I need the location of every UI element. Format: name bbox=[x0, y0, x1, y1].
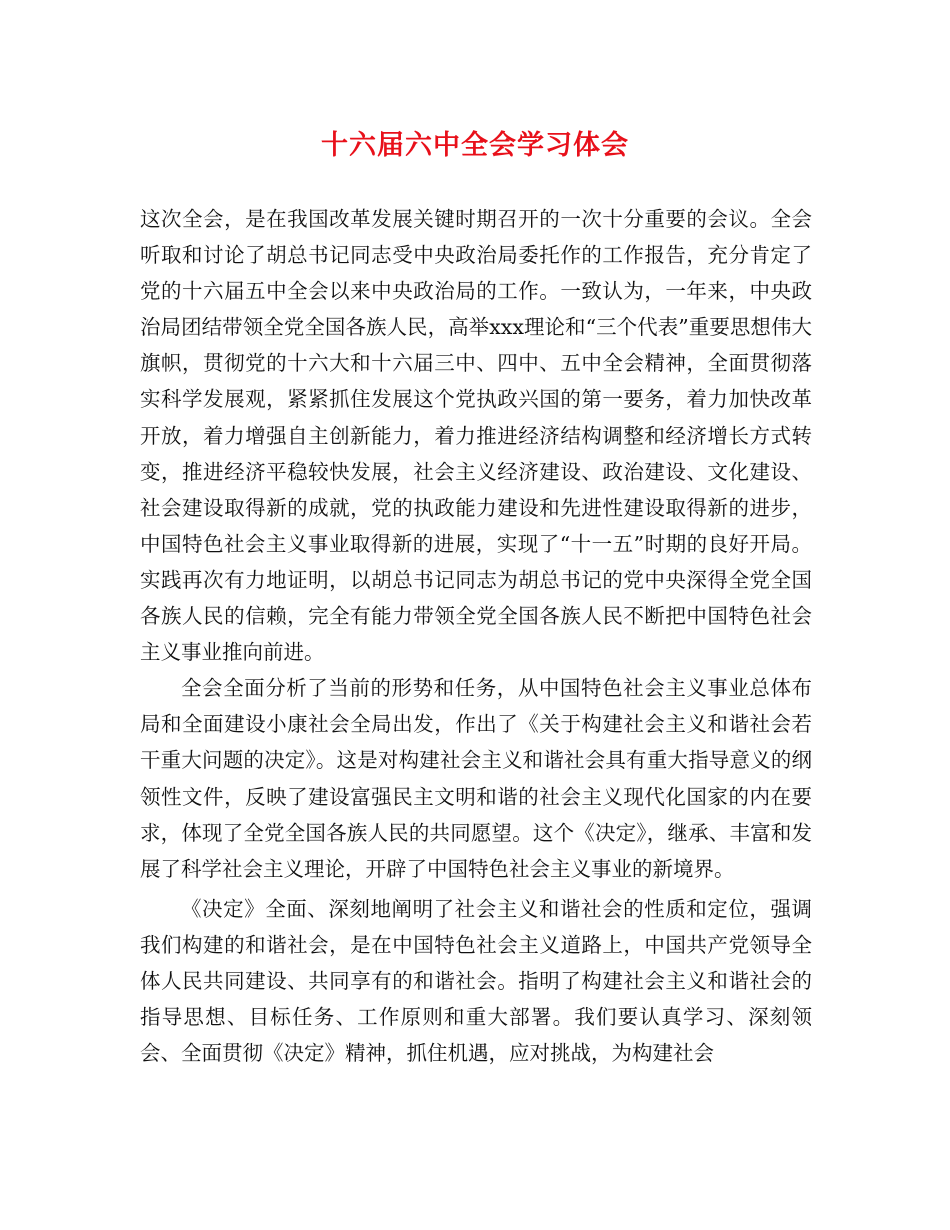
paragraph-3: 《决定》全面、深刻地阐明了社会主义和谐社会的性质和定位，强调我们构建的和谐社会，是在中国特色社会主义道路上，中国共产党领导全体人民共同建设、共同享有的和谐社会。指明了构建社会主义和谐社会的指导思想、目标任务、工作原则和重大部署。我们要认真学习、深刻领会、全面贯彻《决定》精神，抓住机遇，应对挑战，为构建社会 bbox=[140, 896, 812, 1066]
paragraph-2: 全会全面分析了当前的形势和任务，从中国特色社会主义事业总体布局和全面建设小康社会全局出发，作出了《关于构建社会主义和谐社会若干重大问题的决定》。这是对构建社会主义和谐社会具有重大指导意义的纲领性文件，反映了建设富强民主文明和谐的社会主义现代化国家的内在要求，体现了全党全国各族人民的共同愿望。这个《决定》，继承、丰富和发展了科学社会主义理论，开辟了中国特色社会主义事业的新境界。 bbox=[140, 676, 812, 881]
paragraph-1: 这次全会，是在我国改革发展关键时期召开的一次十分重要的会议。全会听取和讨论了胡总书记同志受中央政治局委托作的工作报告，充分肯定了党的十六届五中全会以来中央政治局的工作。一致认为，一年来，中央政治局团结带领全党全国各族人民，高举xxx理论和“三个代表”重要思想伟大旗帜，贯彻党的十六大和十六届三中、四中、五中全会精神，全面贯彻落实科学发展观，紧紧抓住发展这个党执政兴国的第一要务，着力加快改革开放，着力增强自主创新能力，着力推进经济结构调整和经济增长方式转变，推进经济平稳较快发展，社会主义经济建设、政治建设、文化建设、社会建设取得新的成就，党的执政能力建设和先进性建设取得新的进步，中国特色社会主义事业取得新的进展，实现了“十一五”时期的良好开局。实践再次有力地证明，以胡总书记同志为胡总书记的党中央深得全党全国各族人民的信赖，完全有能力带领全党全国各族人民不断把中国特色社会主义事业推向前进。 bbox=[140, 207, 812, 665]
document-title: 十六届六中全会学习体会 bbox=[321, 130, 629, 161]
document-body bbox=[140, 201, 812, 1071]
